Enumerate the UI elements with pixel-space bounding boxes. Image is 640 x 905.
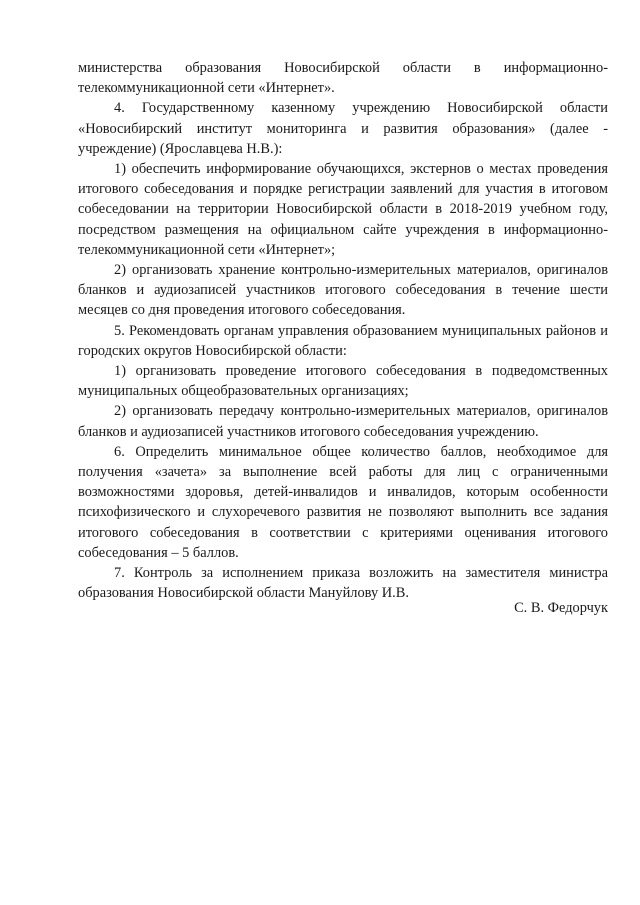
paragraph-item-7: 7. Контроль за исполнением приказа возложить на заместителя министра образования Новосибирской области Мануйлову И.В. — [78, 565, 608, 602]
paragraph-item-5-1: 1) организовать проведение итогового собеседования в подведомственных муниципальных общеобразовательных организациях; — [78, 363, 608, 400]
paragraph-item-4: 4. Государственному казенному учреждению Новосибирской области «Новосибирский институт мониторинга и развития образования» (далее - учреждение) (Ярославцева Н.В.): — [78, 100, 608, 157]
paragraph-item-4-2: 2) организовать хранение контрольно-измерительных материалов, оригиналов бланков и аудиозаписей участников итогового собеседования в течение шести месяцев со дня проведения итогового собеседования. — [78, 262, 608, 319]
paragraph-continuation: министерства образования Новосибирской области в информационно-телекоммуникационной сети «Интернет». — [78, 60, 608, 97]
paragraph-item-5: 5. Рекомендовать органам управления образованием муниципальных районов и городских округов Новосибирской области: — [78, 322, 608, 359]
signature-name: С. В. Федорчук — [514, 600, 608, 616]
paragraph-item-5-2: 2) организовать передачу контрольно-измерительных материалов, оригиналов бланков и аудиозаписей участников итогового собеседования учреждению. — [78, 403, 608, 440]
paragraph-item-6: 6. Определить минимальное общее количество баллов, необходимое для получения «зачета» за выполнение всей работы для лиц с ограниченными возможностями здоровья, детей-инвалидов и инвалидов, которым особенности психофизического и слухоречевого развития не позволяют выполнить все задания итогового собеседования в соответствии с критериями оценивания итогового собеседования – 5 баллов. — [78, 443, 608, 561]
document-body — [78, 58, 608, 603]
paragraph-item-4-1: 1) обеспечить информирование обучающихся, экстернов о местах проведения итогового собеседования и порядке регистрации заявлений для участия в итоговом собеседовании на территории Новосибирской области в 2018-2019 учебном году, посредством размещения на официальном сайте учреждения в информационно-телекоммуникационной сети «Интернет»; — [78, 161, 608, 258]
